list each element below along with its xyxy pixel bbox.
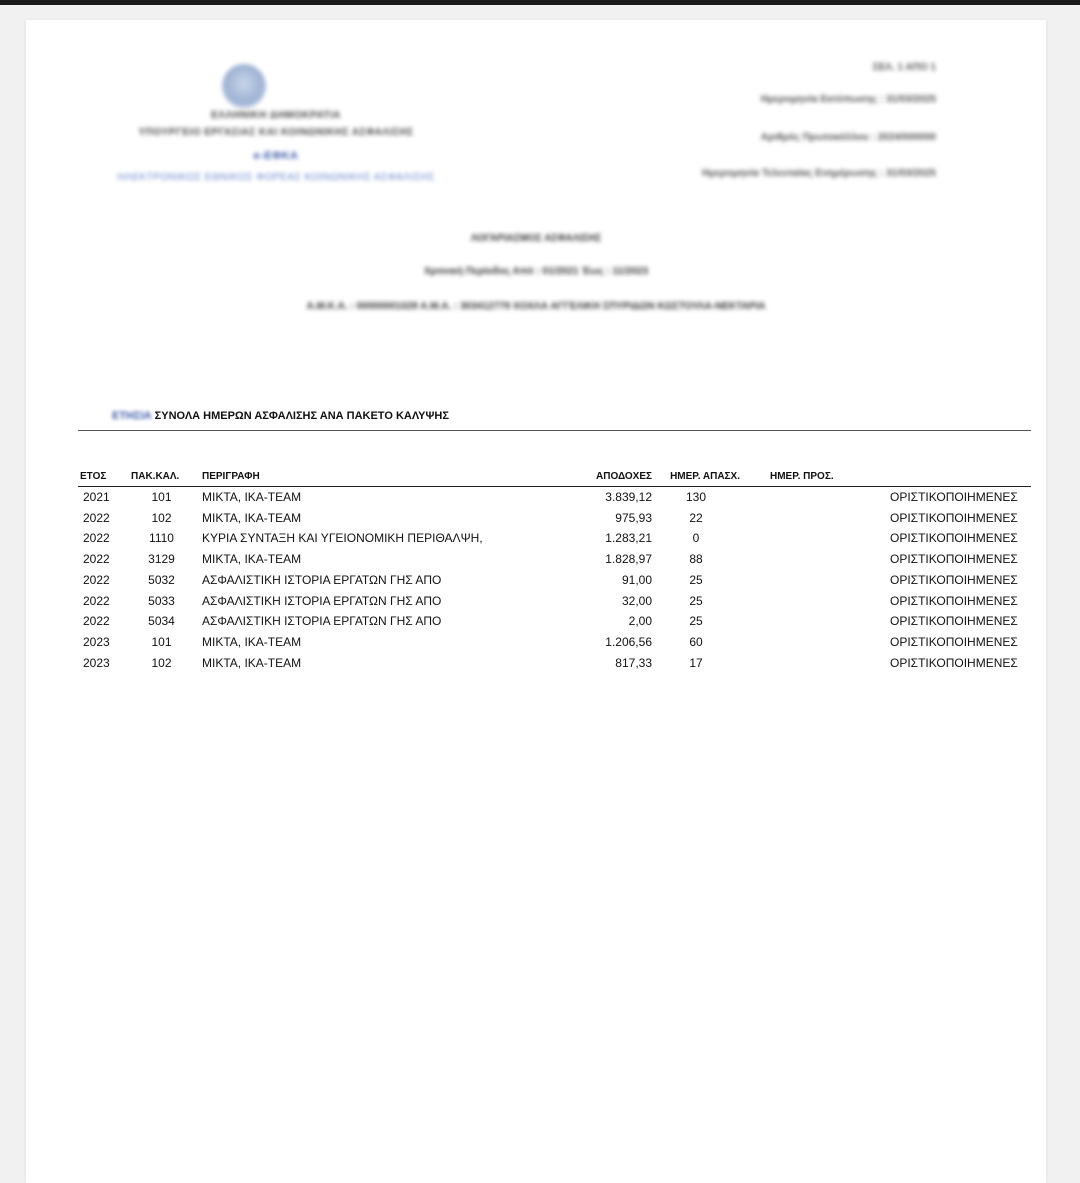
- section-title-prefix: ΕΤΗΣΙΑ: [112, 410, 152, 422]
- cell-credited: [740, 487, 850, 508]
- col-status: [850, 468, 1031, 487]
- cell-package: 5033: [148, 593, 175, 608]
- section-title: [112, 410, 449, 422]
- org-line-1: ΕΛΛΗΝΙΚΗ ΔΗΜΟΚΡΑΤΙΑ: [211, 110, 341, 121]
- cell-status: ΟΡΙΣΤΙΚΟΠΟΙΗΜΕΝΕΣ: [890, 572, 1018, 587]
- org-line-4: ΗΛΕΚΤΡΟΝΙΚΟΣ ΕΘΝΙΚΟΣ ΦΟΡΕΑΣ ΚΟΙΝΩΝΙΚΗΣ ΑΣΦΑΛΙΣΗΣ: [117, 172, 435, 183]
- cell-days: 17: [689, 655, 703, 670]
- table-row: [78, 570, 1031, 591]
- cell-package: 1110: [149, 531, 174, 546]
- section-title-text: ΣΥΝΟΛΑ ΗΜΕΡΩΝ ΑΣΦΑΛΙΣΗΣ ΑΝΑ ΠΑΚΕΤΟ ΚΑΛΥΨΗΣ: [154, 410, 449, 422]
- cell-year: 2021: [83, 490, 110, 504]
- cell-earnings: 1.828,97: [605, 552, 652, 567]
- table-header-row: [78, 468, 1031, 487]
- print-date: Ημερομηνία Εκτύπωσης : 31/03/2025: [760, 94, 936, 105]
- coverage-table: [78, 468, 1031, 673]
- table-row: [78, 632, 1031, 653]
- cell-status: ΟΡΙΣΤΙΚΟΠΟΙΗΜΕΝΕΣ: [890, 552, 1018, 567]
- cell-package: 101: [151, 634, 172, 649]
- cell-year: 2022: [83, 510, 110, 525]
- period-line: Χρονική Περίοδος Από : 01/2021 Έως : 11/2023: [423, 266, 649, 277]
- page-counter: ΣΕΛ. 1 ΑΠΟ 1: [872, 62, 936, 73]
- coat-of-arms-icon: [222, 64, 266, 108]
- protocol-number: Αριθμός Πρωτοκόλλου : 2024/000000: [760, 132, 936, 143]
- cell-year: 2022: [83, 572, 110, 587]
- cell-status: ΟΡΙΣΤΙΚΟΠΟΙΗΜΕΝΕΣ: [890, 634, 1018, 649]
- cell-credited: [740, 508, 850, 529]
- cell-earnings: 975,93: [615, 510, 652, 525]
- cell-credited: [740, 549, 850, 570]
- cell-year: 2022: [83, 614, 110, 629]
- cell-year: 2022: [83, 593, 110, 608]
- table-row: [78, 549, 1031, 570]
- table-row: [78, 487, 1031, 508]
- cell-days: 22: [689, 510, 703, 525]
- col-description: ΠΕΡΙΓΡΑΦΗ: [196, 468, 542, 487]
- cell-description: ΑΣΦΑΛΙΣΤΙΚΗ ΙΣΤΟΡΙΑ ΕΡΓΑΤΩΝ ΓΗΣ ΑΠΟ: [202, 593, 442, 608]
- cell-credited: [740, 528, 850, 549]
- cell-credited: [740, 611, 850, 632]
- cell-year: 2023: [83, 634, 110, 649]
- cell-description: ΜΙΚΤΑ, ΙΚΑ-ΤΕΑΜ: [202, 490, 302, 504]
- cell-days: 0: [692, 531, 700, 546]
- cell-days: 60: [689, 634, 703, 649]
- cell-earnings: 1.283,21: [605, 531, 652, 546]
- cell-year: 2022: [83, 552, 110, 567]
- cell-package: 101: [151, 490, 172, 504]
- cell-earnings: 3.839,12: [605, 490, 652, 504]
- cell-days: 88: [689, 552, 703, 567]
- cell-credited: [740, 570, 850, 591]
- insured-line: Α.Μ.Κ.Α. : 00000001028 Α.Μ.Α. : 303412779 ΧΟΧΛΑ ΑΓΓΕΛΙΚΗ ΣΠΥΡΙΔΩΝ ΚΩΣΤΟΥΛΑ-ΝΕΚΤΑΡΙΑ: [306, 301, 766, 312]
- table-row: [78, 508, 1031, 529]
- cell-days: 25: [689, 572, 703, 587]
- last-update-date: Ημερομηνία Τελευταίας Ενημέρωσης : 31/03/2025: [701, 168, 936, 179]
- cell-description: ΜΙΚΤΑ, ΙΚΑ-ΤΕΑΜ: [202, 634, 302, 649]
- col-days-employment: ΗΜΕΡ. ΑΠΑΣΧ.: [652, 468, 740, 487]
- cell-credited: [740, 632, 850, 653]
- cell-status: ΟΡΙΣΤΙΚΟΠΟΙΗΜΕΝΕΣ: [890, 593, 1018, 608]
- cell-status: ΟΡΙΣΤΙΚΟΠΟΙΗΜΕΝΕΣ: [890, 510, 1018, 525]
- cell-description: ΚΥΡΙΑ ΣΥΝΤΑΞΗ ΚΑΙ ΥΓΕΙΟΝΟΜΙΚΗ ΠΕΡΙΘΑΛΨΗ,: [202, 531, 483, 546]
- cell-description: ΜΙΚΤΑ, ΙΚΑ-ΤΕΑΜ: [202, 552, 302, 567]
- cell-description: ΜΙΚΤΑ, ΙΚΑ-ΤΕΑΜ: [202, 510, 302, 525]
- cell-status: ΟΡΙΣΤΙΚΟΠΟΙΗΜΕΝΕΣ: [890, 531, 1018, 546]
- cell-status: ΟΡΙΣΤΙΚΟΠΟΙΗΜΕΝΕΣ: [890, 614, 1018, 629]
- cell-year: 2023: [83, 655, 110, 670]
- cell-earnings: 817,33: [615, 655, 652, 670]
- cell-status: ΟΡΙΣΤΙΚΟΠΟΙΗΜΕΝΕΣ: [890, 655, 1018, 670]
- org-line-2: ΥΠΟΥΡΓΕΙΟ ΕΡΓΑΣΙΑΣ ΚΑΙ ΚΟΙΝΩΝΙΚΗΣ ΑΣΦΑΛΙΣΗΣ: [138, 127, 414, 138]
- org-line-3: e-ΕΦΚΑ: [253, 150, 299, 162]
- cell-days: 25: [689, 614, 703, 629]
- document-title: ΛΟΓΑΡΙΑΣΜΟΣ ΑΣΦΑΛΙΣΗΣ: [470, 233, 602, 244]
- cell-credited: [740, 653, 850, 674]
- cell-earnings: 91,00: [621, 572, 652, 587]
- cell-days: 25: [689, 593, 703, 608]
- cell-description: ΑΣΦΑΛΙΣΤΙΚΗ ΙΣΤΟΡΙΑ ΕΡΓΑΤΩΝ ΓΗΣ ΑΠΟ: [202, 614, 442, 629]
- cell-package: 5034: [148, 614, 175, 629]
- col-earnings: ΑΠΟΔΟΧΕΣ: [542, 468, 652, 487]
- table-row: [78, 653, 1031, 674]
- col-year: ΕΤΟΣ: [78, 468, 127, 487]
- cell-description: ΑΣΦΑΛΙΣΤΙΚΗ ΙΣΤΟΡΙΑ ΕΡΓΑΤΩΝ ΓΗΣ ΑΠΟ: [202, 572, 442, 587]
- cell-package: 5032: [148, 572, 175, 587]
- cell-days: 130: [685, 490, 707, 504]
- col-package: ΠΑΚ.ΚΑΛ.: [127, 468, 196, 487]
- cell-earnings: 2,00: [628, 614, 652, 629]
- cell-description: ΜΙΚΤΑ, ΙΚΑ-ΤΕΑΜ: [202, 655, 302, 670]
- col-days-credited: ΗΜΕΡ. ΠΡΟΣ.: [740, 468, 850, 487]
- cell-credited: [740, 591, 850, 612]
- cell-package: 102: [151, 510, 172, 525]
- cell-package: 3129: [148, 552, 175, 567]
- table-row: [78, 528, 1031, 549]
- table-row: [78, 611, 1031, 632]
- cell-year: 2022: [83, 531, 110, 546]
- cell-package: 102: [151, 655, 172, 670]
- cell-earnings: 32,00: [621, 593, 652, 608]
- cell-earnings: 1.206,56: [605, 634, 652, 649]
- section-divider: [78, 430, 1031, 431]
- table-row: [78, 591, 1031, 612]
- document-page: [26, 20, 1046, 1183]
- cell-status: ΟΡΙΣΤΙΚΟΠΟΙΗΜΕΝΕΣ: [890, 490, 1018, 504]
